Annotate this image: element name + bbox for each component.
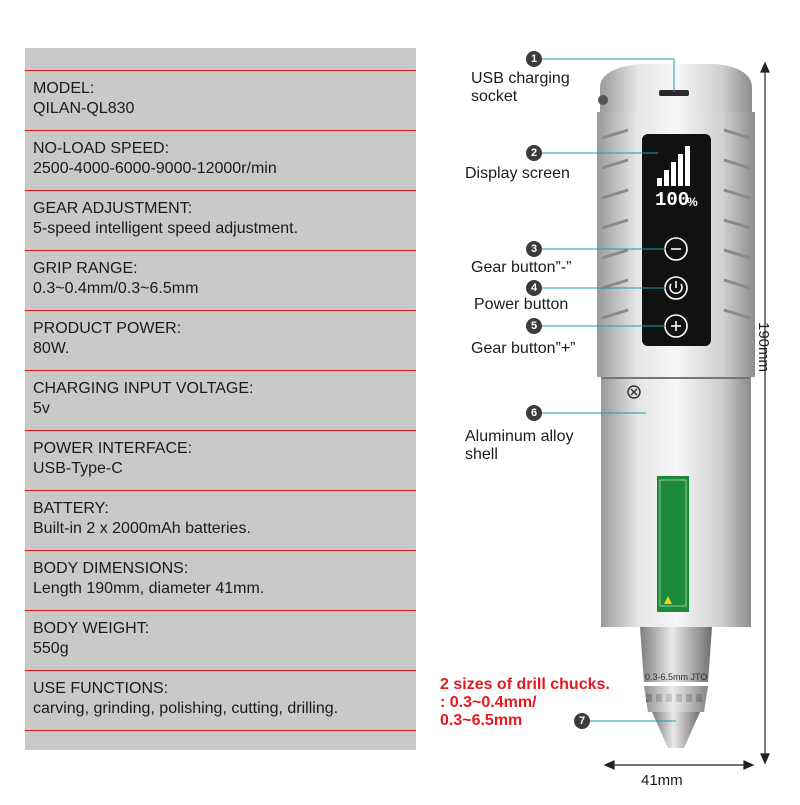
spec-label: CHARGING INPUT VOLTAGE: [33,380,254,397]
callout-gear-plus: Gear button”+” [471,340,576,357]
spec-value: USB-Type-C [33,460,123,477]
callout-display-screen: Display screen [465,165,570,182]
spec-value: 550g [33,640,69,657]
spec-value: Length 190mm, diameter 41mm. [33,580,265,597]
callout-gear-minus: Gear button”-” [471,259,572,276]
spec-label: USE FUNCTIONS: [33,680,169,697]
chuck-size-label: 0.3-6.5mm JTO [645,672,708,682]
callout-label: socket [471,88,518,105]
spec-value: 80W. [33,340,70,357]
spec-value: Built-in 2 x 2000mAh batteries. [33,520,251,537]
spec-label: GRIP RANGE: [33,260,138,277]
callout-number-7: 7 [574,713,590,729]
spec-label: NO-LOAD SPEED: [33,140,170,157]
spec-label: PRODUCT POWER: [33,320,182,337]
spec-label: POWER INTERFACE: [33,440,193,457]
callout-power-button: Power button [474,296,569,313]
callout-number-2: 2 [526,145,542,161]
spec-label: BODY WEIGHT: [33,620,150,637]
callout-number-3: 3 [526,241,542,257]
callout-number-4: 4 [526,280,542,296]
spec-value: 5-speed intelligent speed adjustment. [33,220,299,237]
spec-value: 2500-4000-6000-9000-12000r/min [33,160,277,177]
top-cap [600,64,752,112]
length-dimension: 190mm [755,322,772,373]
spec-value: 5v [33,400,50,417]
callout-label: Aluminum alloy [465,428,574,445]
display-value: 100 [655,189,690,211]
spec-label: BATTERY: [33,500,109,517]
spec-value: carving, grinding, polishing, cutting, drilling. [33,700,339,717]
chuck-note-line: 0.3~6.5mm [440,712,523,729]
spec-label: BODY DIMENSIONS: [33,560,189,577]
callout-aluminum-shell [465,428,573,464]
callout-number-6: 6 [526,405,542,421]
callout-number-5: 5 [526,318,542,334]
callout-label: shell [465,446,498,463]
spec-label: MODEL: [33,80,95,97]
callout-number-1: 1 [526,51,542,67]
diameter-dimension: 41mm [641,772,683,789]
callout-label: USB charging [471,70,570,87]
warning-label [657,476,689,612]
spec-value: 0.3~0.4mm/0.3~6.5mm [33,280,199,297]
chuck-note-line: : 0.3~0.4mm/ [440,694,537,711]
side-hole [598,95,608,105]
callout-usb-socket [471,70,570,106]
spec-value: QILAN-QL830 [33,100,135,117]
drill-chuck-note [440,676,610,730]
display-unit: % [687,195,698,209]
chuck-note-line: 2 sizes of drill chucks. [440,676,610,693]
display-panel [642,134,711,346]
spec-label: GEAR ADJUSTMENT: [33,200,193,217]
